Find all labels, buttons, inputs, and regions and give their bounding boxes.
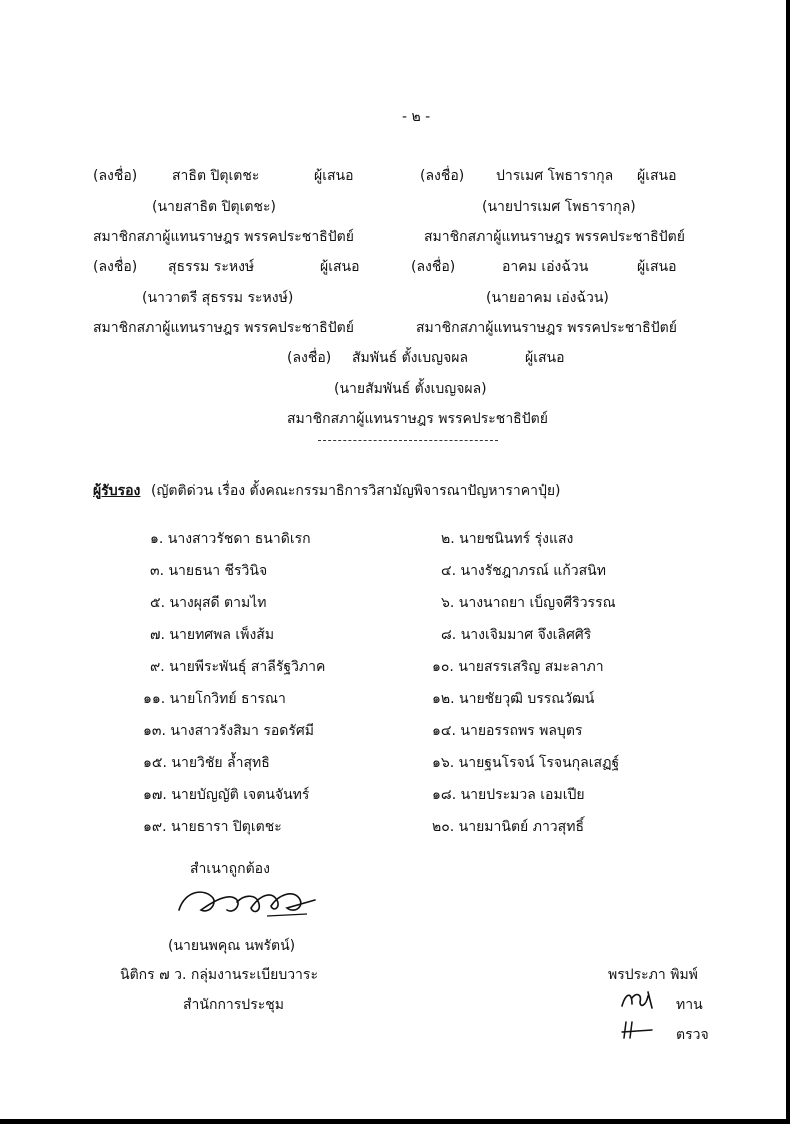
proposer-full-name: (นายปารเมศ โพธารากุล) [482,199,636,215]
proposer-role: ผู้เสนอ [525,350,565,366]
signed-label: (ลงชื่อ) [287,350,332,366]
proposer-name: สุธรรม ระหงษ์ [168,259,255,275]
proposer-position: สมาชิกสภาผู้แทนราษฎร พรรคประชาธิปัตย์ [93,320,354,336]
proposer-role: ผู้เสนอ [314,168,354,184]
reviewed-label: ทาน [676,997,703,1013]
certifier-office: สำนักการประชุม [183,997,284,1013]
endorser-item: ๑๓. นางสาวรังสิมา รอดรัศมี [143,723,314,739]
signed-label: (ลงชื่อ) [93,259,138,275]
endorser-item: ๙. นายพีระพันธุ์ สาลีรัฐวิภาค [150,659,326,675]
endorser-item: ๒. นายชนินทร์ รุ่งแสง [441,531,574,547]
signed-label: (ลงชื่อ) [93,168,138,184]
proposer-name: สาธิต ปิตุเตชะ [172,168,260,184]
proposer-name: ปารเมศ โพธารากุล [496,168,614,184]
endorser-item: ๗. นายทศพล เพ็งส้ม [150,627,275,643]
signed-label: (ลงชื่อ) [411,259,456,275]
proposer-full-name: (นายสัมพันธ์ ตั้งเบญจผล) [334,381,487,397]
endorser-item: ๑๐. นายสรรเสริญ สมะลาภา [432,659,604,675]
endorser-item: ๑๕. นายวิชัย ล้ำสุทธิ [143,755,270,771]
page-number: - ๒ - [402,109,431,125]
proposer-role: ผู้เสนอ [637,168,677,184]
endorsers-label: ผู้รับรอง [93,483,141,499]
signed-label: (ลงชื่อ) [420,168,465,184]
proposer-position: สมาชิกสภาผู้แทนราษฎร พรรคประชาธิปัตย์ [93,229,354,245]
endorser-item: ๑๖. นายฐนโรจน์ โรจนกุลเสฏฐ์ [432,755,620,771]
proposer-position: สมาชิกสภาผู้แทนราษฎร พรรคประชาธิปัตย์ [416,320,677,336]
typist-printed-by: พรประภา พิมพ์ [608,967,698,983]
endorser-item: ๑. นางสาวรัชดา ธนาดิเรก [150,531,311,547]
endorser-item: ๑๘. นายประมวล เอมเปีย [432,787,585,803]
endorser-item: ๑๑. นายโกวิทย์ ธารณา [143,691,286,707]
initials-reviewer [618,988,658,1012]
endorser-item: ๑๔. นายอรรถพร พลบุตร [432,723,583,739]
initials-checker [618,1018,658,1042]
endorser-item: ๑๙. นายธารา ปิตุเตชะ [143,819,282,835]
endorser-item: ๓. นายธนา ชีรวินิจ [150,563,268,579]
endorser-item: ๑๒. นายชัยวุฒิ บรรณวัฒน์ [432,691,595,707]
proposer-name: อาคม เอ่งฉ้วน [502,259,589,275]
dashed-separator [318,440,498,441]
endorser-item: ๕. นางผุสดี ตามไท [150,595,267,611]
certifier-position: นิติกร ๗ ว. กลุ่มงานระเบียบวาระ [120,967,318,983]
endorsers-subject: (ญัตติด่วน เรื่อง ตั้งคณะกรรมาธิการวิสามัญพิจารณาปัญหาราคาปุ๋ย) [151,483,561,499]
proposer-role: ผู้เสนอ [637,259,677,275]
handwritten-signature [175,880,325,925]
proposer-full-name: (นายสาธิต ปิตุเตชะ) [152,199,276,215]
endorser-item: ๒๐. นายมานิตย์ ภาวสุทธิ์ [432,819,584,835]
endorser-item: ๘. นางเจิมมาศ จึงเลิศศิริ [441,627,592,643]
proposer-position: สมาชิกสภาผู้แทนราษฎร พรรคประชาธิปัตย์ [287,411,548,427]
proposer-role: ผู้เสนอ [320,259,360,275]
endorser-item: ๖. นางนาถยา เบ็ญจศีริวรรณ [441,595,616,611]
certifier-name: (นายนพคุณ นพรัตน์) [168,938,296,954]
proposer-full-name: (นาวาตรี สุธรรม ระหงษ์) [142,290,294,306]
checked-label: ตรวจ [676,1027,709,1043]
proposer-position: สมาชิกสภาผู้แทนราษฎร พรรคประชาธิปัตย์ [424,229,685,245]
proposer-name: สัมพันธ์ ตั้งเบญจผล [352,350,469,366]
endorser-item: ๑๗. นายบัญญัติ เจตนจันทร์ [143,787,310,803]
proposer-full-name: (นายอาคม เอ่งฉ้วน) [486,290,609,306]
certification-title: สำเนาถูกต้อง [190,861,270,877]
endorser-item: ๔. นางรัชฎาภรณ์ แก้วสนิท [441,563,606,579]
